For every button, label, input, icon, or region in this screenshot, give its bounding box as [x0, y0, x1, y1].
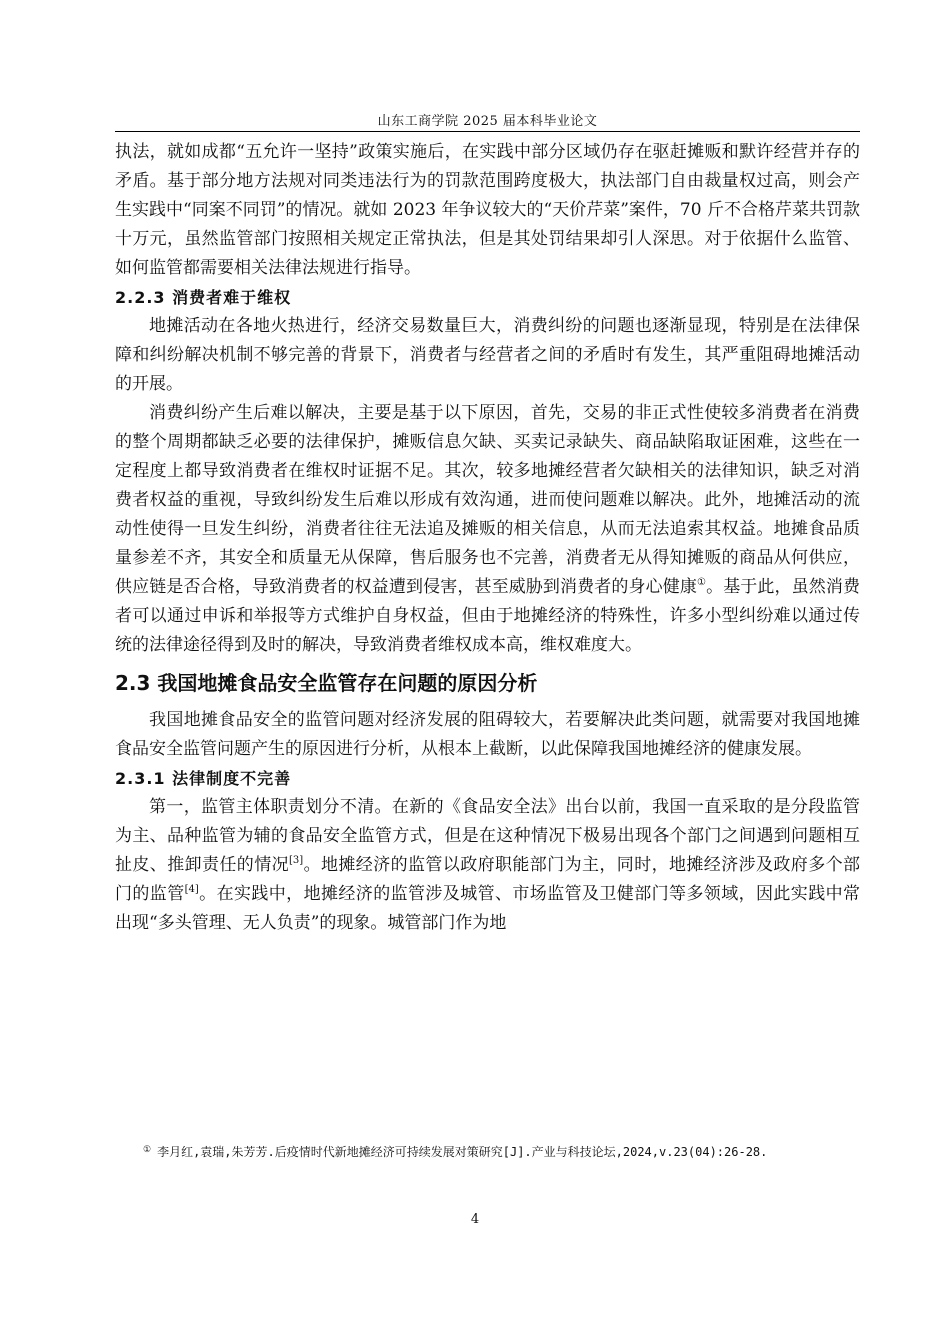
citation-reference[interactable]: [4]	[184, 884, 199, 895]
footnote-reference[interactable]: ①	[696, 577, 707, 588]
page-number: 4	[470, 1212, 480, 1227]
paragraph-text: 第一，监管主体职责划分不清。在新的《食品安全法》出台以前，我国一直采取的是分段监管为主、品种监管为辅的食品安全监管方式，但是在这种情况下极易出现各个部门之间遇到问题相互扯皮、推卸责任的情况	[115, 797, 860, 875]
footnote-text: 李月红,袁瑞,朱芳芳.后疫情时代新地摊经济可持续发展对策研究[J].产业与科技论坛,2024,v.23(04):26-28.	[157, 1145, 768, 1159]
paragraph: 执法，就如成都“五允许一坚持”政策实施后，在实践中部分区域仍存在驱赶摊贩和默许经营并存的矛盾。基于部分地方法规对同类违法行为的罚款范围跨度极大，执法部门自由裁量权过高，则会产生实践中“同案不同罚”的情况。就如 2023 年争议较大的“天价芹菜”案件，70 斤不合格芹菜共罚款十万元，虽然监管部门按照相关规定正常执法，但是其处罚结果却引人深思。对于依据什么监管、如何监管都需要相关法律法规进行指导。	[115, 142, 860, 278]
paragraph-text: 。在实践中，地摊经济的监管涉及城管、市场监管及卫健部门等多领域，因此实践中常出现“多头管理、无人负责”的现象。城管部门作为地	[115, 884, 861, 933]
paragraph	[115, 399, 860, 660]
header-rule	[115, 131, 860, 132]
citation-reference[interactable]: [3]	[289, 855, 304, 866]
running-header: 山东工商学院 2025 届本科毕业论文	[377, 114, 598, 129]
paragraph: 地摊活动在各地火热进行，经济交易数量巨大，消费纠纷的问题也逐渐显现，特别是在法律保障和纠纷解决机制不够完善的背景下，消费者与经营者之间的矛盾时有发生，其严重阻碍地摊活动的开展。	[115, 316, 860, 394]
body-text	[115, 138, 860, 938]
paragraph	[115, 793, 860, 938]
section-heading-2-3: 2.3 我国地摊食品安全监管存在问题的原因分析	[115, 671, 538, 695]
footnote	[143, 1143, 863, 1160]
subsection-heading-2-2-3: 2.2.3 消费者难于维权	[115, 288, 292, 307]
paragraph-text: 。基于此，虽然消费者可以通过申诉和举报等方式维护自身权益，但由于地摊经济的特殊性，许多小型纠纷难以通过传统的法律途径得到及时的解决，导致消费者维权成本高，维权难度大。	[115, 577, 861, 655]
footnote-mark: ①	[143, 1145, 152, 1155]
paragraph-text: 消费纠纷产生后难以解决，主要是基于以下原因，首先，交易的非正式性使较多消费者在消费的整个周期都缺乏必要的法律保护，摊贩信息欠缺、买卖记录缺失、商品缺陷取证困难，这些在一定程度上都导致消费者在维权时证据不足。其次，较多地摊经营者欠缺相关的法律知识，缺乏对消费者权益的重视，导致纠纷发生后难以形成有效沟通，进而使问题难以解决。此外，地摊活动的流动性使得一旦发生纠纷，消费者往往无法追及摊贩的相关信息，从而无法追索其权益。地摊食品质量参差不齐，其安全和质量无从保障，售后服务也不完善，消费者无从得知摊贩的商品从何供应，供应链是否合格，导致消费者的权益遭到侵害，甚至威胁到消费者的身心健康	[115, 403, 860, 597]
paragraph: 我国地摊食品安全的监管问题对经济发展的阻碍较大，若要解决此类问题，就需要对我国地摊食品安全监管问题产生的原因进行分析，从根本上截断，以此保障我国地摊经济的健康发展。	[115, 710, 860, 759]
paragraph-text: 。地摊经济的监管以政府职能部门为主，同时，地摊经济涉及政府多个部门的监管	[115, 855, 861, 904]
subsection-heading-2-3-1: 2.3.1 法律制度不完善	[115, 769, 292, 788]
